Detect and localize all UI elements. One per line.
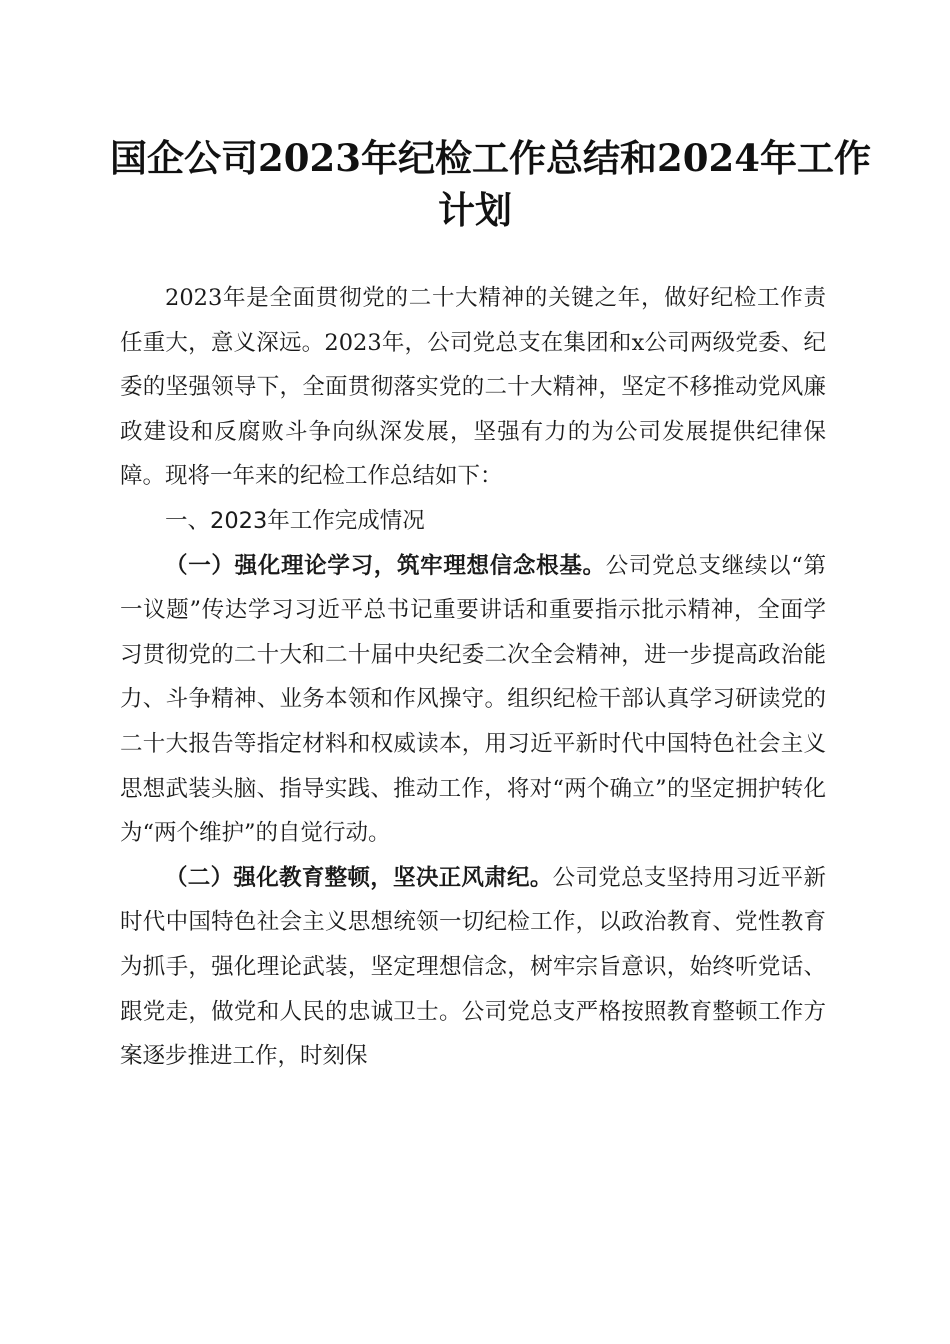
intro-paragraph: 2023年是全面贯彻党的二十大精神的关键之年，做好纪检工作责任重大，意义深远。2023年，公司党总支在集团和x公司两级党委、纪委的坚强领导下，全面贯彻落实党的二十大精神，坚定不移推动党风廉政建设和反腐败斗争向纵深发展，坚强有力的为公司发展提供纪律保障。现将一年来的纪检工作总结如下： (120, 285, 826, 490)
section-heading-1: 一、2023年工作完成情况 (165, 507, 425, 534)
document-body (120, 276, 826, 1079)
document-title (110, 132, 871, 236)
item-1-lead: （一）强化理论学习，筑牢理想信念根基。 (165, 552, 606, 579)
title-line-1: 国企公司2023年纪检工作总结和2024年工作 (110, 136, 871, 180)
item-2-body: 公司党总支坚持用习近平新时代中国特色社会主义思想统领一切纪检工作，以政治教育、党性教育为抓手，强化理论武装，坚定理想信念，树牢宗旨意识，始终听党话、跟党走，做党和人民的忠诚卫士。公司党总支严格按照教育整顿工作方案逐步推进工作，时刻保 (120, 864, 826, 1070)
item-2-lead: （二）强化教育整顿，坚决正风肃纪。 (165, 864, 553, 891)
item-1-body: 公司党总支继续以“第一议题”传达学习习近平总书记重要讲话和重要指示批示精神，全面学习贯彻党的二十大和二十届中央纪委二次全会精神，进一步提高政治能力、斗争精神、业务本领和作风操守。组织纪检干部认真学习研读党的二十大报告等指定材料和权威读本，用习近平新时代中国特色社会主义思想武装头脑、指导实践、推动工作，将对“两个确立”的坚定拥护转化为“两个维护”的自觉行动。 (120, 552, 826, 847)
item-2-paragraph (120, 856, 826, 1079)
title-line-2: 计划 (438, 188, 512, 232)
item-1-paragraph (120, 544, 826, 856)
